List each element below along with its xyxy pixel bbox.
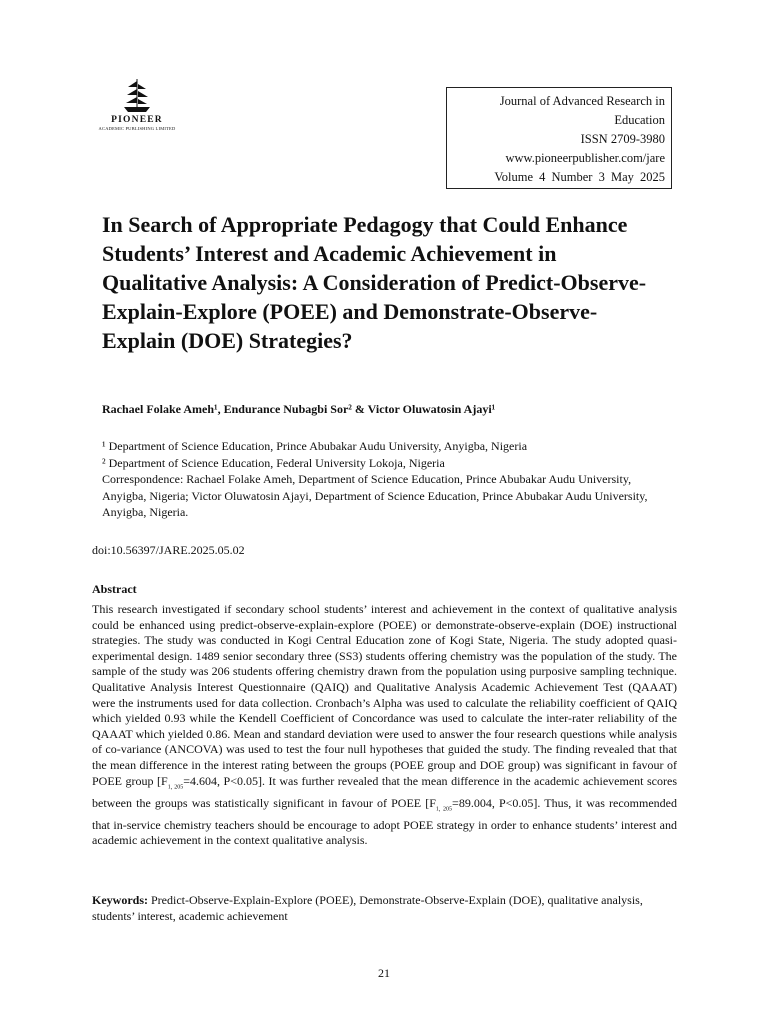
publisher-name: PIONEER	[111, 115, 163, 125]
affiliation-1: ¹ Department of Science Education, Prince Abubakar Audu University, Anyigba, Nigeria	[102, 439, 528, 453]
doi-link[interactable]: doi:10.56397/JARE.2025.05.02	[92, 543, 245, 557]
journal-info-box	[446, 87, 672, 189]
journal-name: Journal of Advanced Research in Education	[499, 94, 665, 127]
f-subscript-1: 1, 205	[167, 783, 184, 790]
publisher-tagline: ACADEMIC PUBLISHING LIMITED	[98, 126, 176, 131]
journal-url[interactable]: www.pioneerpublisher.com/jare	[505, 151, 665, 165]
keywords-label: Keywords:	[92, 893, 148, 907]
affiliations	[102, 438, 662, 521]
author-list: Rachael Folake Ameh¹, Endurance Nubagbi Sor² & Victor Oluwatosin Ajayi¹	[102, 402, 496, 416]
abstract-heading: Abstract	[92, 582, 137, 596]
ship-icon	[120, 78, 154, 114]
journal-issn: ISSN 2709-3980	[580, 132, 665, 146]
f-subscript-2: 1, 205	[435, 805, 453, 812]
correspondence: Correspondence: Rachael Folake Ameh, Department of Science Education, Prince Abubakar Audu University, Anyigba, Nigeria; Victor Oluwatosin Ajayi, Department of Science Education, Prince Abubakar Audu University, Anyigba, Nigeria.	[102, 472, 648, 519]
affiliation-2: ² Department of Science Education, Federal University Lokoja, Nigeria	[102, 455, 445, 470]
abstract-part-1: This research investigated if secondary school students’ interest and achievement in the context of qualitative analysis could be enhanced using predict-observe-explain-explore (POEE) or demonstrate-observe-explain (DOE) instructional strategies. The study was conducted in Kogi Central Education zone of Kogi State, Nigeria. The study adopted quasi-experimental design. 1489 senior secondary three (SS3) students offering chemistry was the population of the study. The sample of the study was 206 students offering chemistry drawn from the population using purposive sampling technique. Qualitative Analysis Interest Questionnaire (QAIQ) and Qualitative Analysis Academic Achievement Test (QAAAT) were the instruments used for data collection. Cronbach’s Alpha was used to calculate the reliability coefficient of QAIQ which yielded 0.93 while the Kendell Coefficient of Concordance was used to calculate the inter-rater reliability of the QAAAT which yielded 0.86. Mean and standard deviation were used to answer the four research questions while analysis of co-variance (ANCOVA) was used to test the four null hypotheses that guided the study. The finding revealed that that the mean difference in the interest rating between the groups (POEE group and DOE group) was significant in favour of POEE group [F	[92, 602, 677, 788]
publisher-logo	[92, 78, 182, 131]
keywords-text: Predict-Observe-Explain-Explore (POEE), Demonstrate-Observe-Explain (DOE), qualitative analysis, students’ interest, academic achievement	[92, 893, 643, 923]
abstract-text	[92, 602, 677, 849]
abstract-part-3: =89.004, P<0.05]. Thus, it was recommended that in-service chemistry teachers should be encourage to adopt POEE strategy in order to enhance students’ interest and academic achievement in the context qualitative analysis.	[92, 795, 677, 848]
paper-title: In Search of Appropriate Pedagogy that Could Enhance Students’ Interest and Academic Achievement in Qualitative Analysis: A Consideration of Predict-Observe-Explain-Explore (POEE) and Demonstrate-Observe-Explain (DOE) Strategies?	[102, 212, 647, 353]
page-number: 21	[378, 966, 390, 980]
journal-volume: Volume 4 Number 3 May 2025	[494, 170, 665, 184]
abstract-part-2: =4.604, P<0.05]. It was further revealed that the mean difference in the academic achievement scores between the groups was statistically significant in favour of POEE [F	[92, 773, 678, 810]
keywords	[92, 893, 677, 924]
